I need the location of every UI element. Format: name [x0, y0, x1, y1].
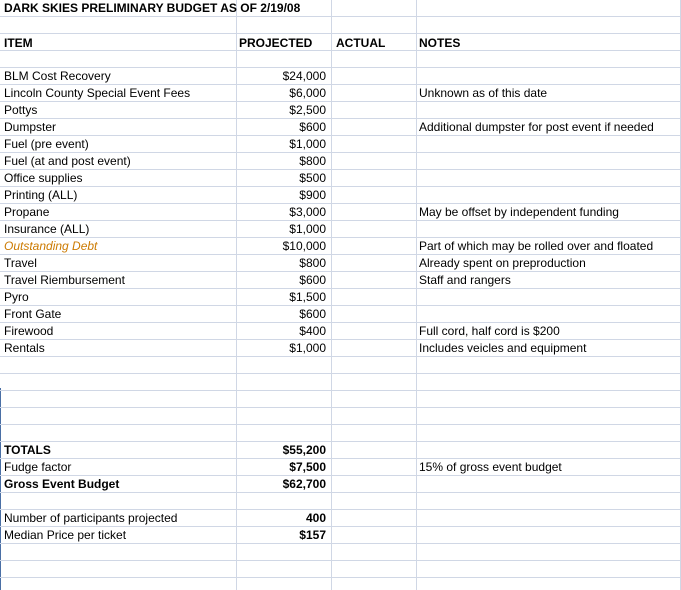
- budget-line-row[interactable]: [0, 102, 681, 119]
- budget-line-row[interactable]: [0, 119, 681, 136]
- item-name-cell: Pottys: [4, 103, 38, 117]
- item-name-cell: Outstanding Debt: [4, 239, 98, 253]
- item-name-cell: Dumpster: [4, 120, 57, 134]
- gross-value: $62,700: [282, 477, 326, 491]
- sheet-title: DARK SKIES PRELIMINARY BUDGET AS OF 2/19/08: [4, 1, 301, 15]
- projected-amount-cell: $1,000: [289, 341, 326, 355]
- notes-cell: Additional dumpster for post event if needed: [419, 120, 654, 134]
- projected-amount-cell: $1,000: [289, 137, 326, 151]
- totals-row[interactable]: [0, 442, 681, 459]
- budget-line-row[interactable]: [0, 68, 681, 85]
- projected-amount-cell: $900: [299, 188, 326, 202]
- header-notes[interactable]: NOTES: [419, 36, 461, 50]
- blank-row: [0, 561, 681, 578]
- projected-amount-cell: $600: [299, 120, 326, 134]
- item-name-cell: Firewood: [4, 324, 54, 338]
- budget-line-row[interactable]: [0, 204, 681, 221]
- participants-value: 400: [305, 511, 326, 525]
- projected-amount-cell: $800: [299, 154, 326, 168]
- notes-cell: Includes veicles and equipment: [419, 341, 587, 355]
- budget-line-row[interactable]: [0, 187, 681, 204]
- header-row: [0, 34, 681, 51]
- notes-cell: Already spent on preproduction: [419, 256, 586, 270]
- projected-amount-cell: $600: [299, 273, 326, 287]
- item-name-cell: Fuel (pre event): [4, 137, 89, 151]
- blank-row: [0, 493, 681, 510]
- notes-cell: Part of which may be rolled over and floated: [419, 239, 654, 253]
- blank-row: [0, 374, 681, 391]
- blank-row: [0, 425, 681, 442]
- gross-label: Gross Event Budget: [4, 477, 120, 491]
- item-name-cell: Travel Riembursement: [4, 273, 125, 287]
- item-name-cell: Office supplies: [4, 171, 83, 185]
- budget-line-row[interactable]: [0, 238, 681, 255]
- gross-row[interactable]: [0, 476, 681, 493]
- blank-row: [0, 51, 681, 68]
- budget-line-row[interactable]: [0, 272, 681, 289]
- fudge-label: Fudge factor: [4, 460, 72, 474]
- projected-amount-cell: $400: [299, 324, 326, 338]
- header-projected[interactable]: PROJECTED: [239, 36, 313, 50]
- projected-amount-cell: $600: [299, 307, 326, 321]
- projected-amount-cell: $2,500: [289, 103, 326, 117]
- blank-row: [0, 17, 681, 34]
- projected-amount-cell: $1,500: [289, 290, 326, 304]
- budget-line-row[interactable]: [0, 136, 681, 153]
- ticket-price-row[interactable]: [0, 527, 681, 544]
- budget-line-row[interactable]: [0, 170, 681, 187]
- fudge-value: $7,500: [289, 460, 326, 474]
- budget-line-row[interactable]: [0, 323, 681, 340]
- budget-line-row[interactable]: [0, 255, 681, 272]
- participants-label: Number of participants projected: [4, 511, 178, 525]
- budget-line-row[interactable]: [0, 306, 681, 323]
- projected-amount-cell: $24,000: [282, 69, 326, 83]
- notes-cell: Unknown as of this date: [419, 86, 548, 100]
- ticket-price-value: $157: [299, 528, 326, 542]
- projected-amount-cell: $3,000: [289, 205, 326, 219]
- budget-line-row[interactable]: [0, 340, 681, 357]
- item-name-cell: Pyro: [4, 290, 29, 304]
- projected-amount-cell: $10,000: [282, 239, 326, 253]
- ticket-price-label: Median Price per ticket: [4, 528, 127, 542]
- item-name-cell: BLM Cost Recovery: [4, 69, 111, 83]
- item-name-cell: Front Gate: [4, 307, 62, 321]
- totals-value: $55,200: [282, 443, 326, 457]
- fudge-row[interactable]: [0, 459, 681, 476]
- blank-row: [0, 408, 681, 425]
- item-name-cell: Rentals: [4, 341, 45, 355]
- projected-amount-cell: $800: [299, 256, 326, 270]
- fudge-note: 15% of gross event budget: [419, 460, 562, 474]
- projected-amount-cell: $500: [299, 171, 326, 185]
- item-name-cell: Lincoln County Special Event Fees: [4, 86, 191, 100]
- item-name-cell: Fuel (at and post event): [4, 154, 131, 168]
- blank-row: [0, 357, 681, 374]
- header-actual[interactable]: ACTUAL: [336, 36, 386, 50]
- item-name-cell: Insurance (ALL): [4, 222, 90, 236]
- item-name-cell: Travel: [4, 256, 37, 270]
- budget-line-row[interactable]: [0, 85, 681, 102]
- header-item[interactable]: ITEM: [4, 36, 33, 50]
- participants-row[interactable]: [0, 510, 681, 527]
- blank-row: [0, 391, 681, 408]
- projected-amount-cell: $6,000: [289, 86, 326, 100]
- notes-cell: Staff and rangers: [419, 273, 511, 287]
- budget-line-row[interactable]: [0, 289, 681, 306]
- budget-line-row[interactable]: [0, 153, 681, 170]
- title-row: [0, 0, 681, 17]
- budget-line-row[interactable]: [0, 221, 681, 238]
- notes-cell: May be offset by independent funding: [419, 205, 619, 219]
- totals-label: TOTALS: [4, 443, 51, 457]
- blank-row: [0, 544, 681, 561]
- notes-cell: Full cord, half cord is $200: [419, 324, 560, 338]
- projected-amount-cell: $1,000: [289, 222, 326, 236]
- item-name-cell: Propane: [4, 205, 50, 219]
- item-name-cell: Printing (ALL): [4, 188, 78, 202]
